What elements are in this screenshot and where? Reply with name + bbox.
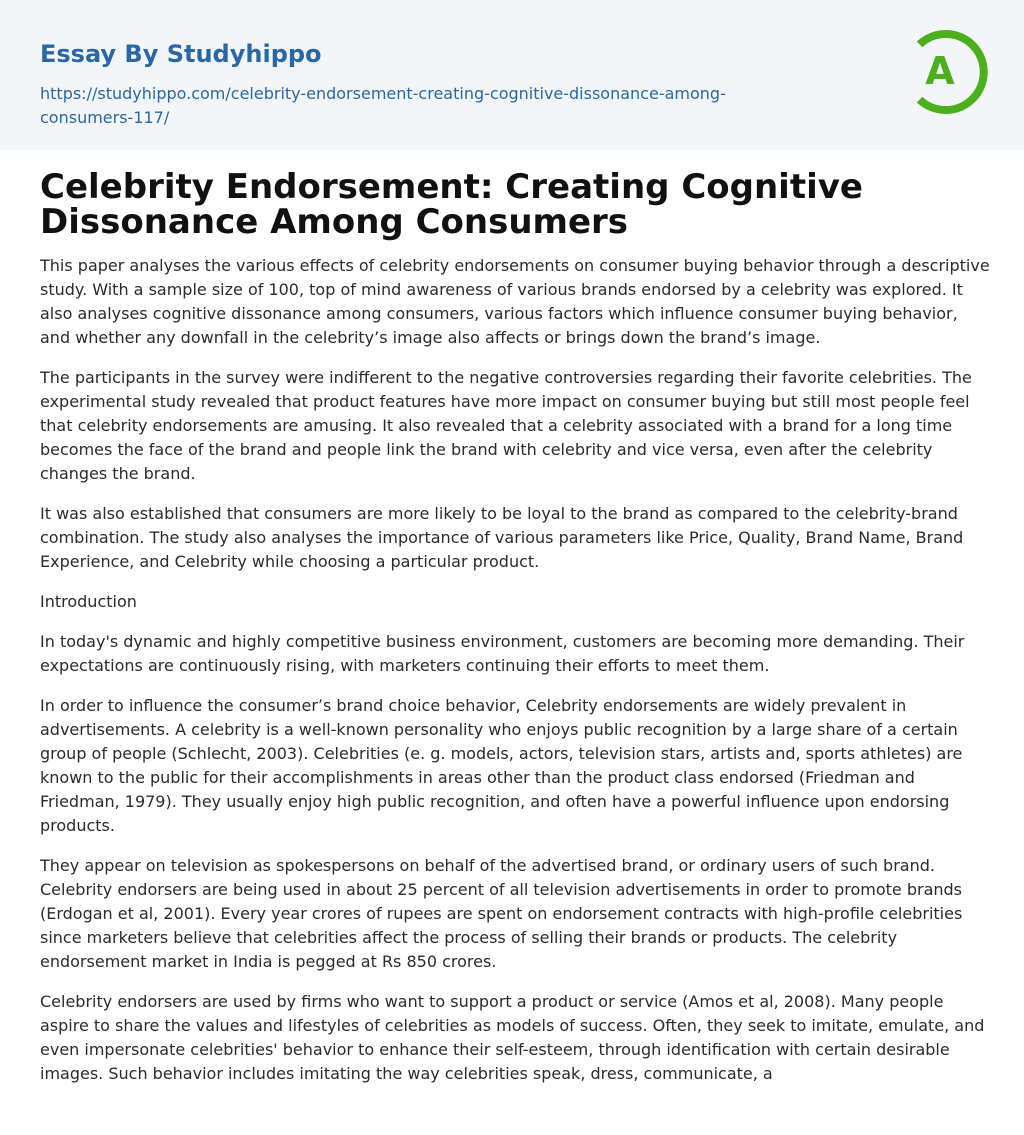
studyhippo-logo-icon[interactable]	[904, 28, 988, 116]
essay-url-line-1: https://studyhippo.com/celebrity-endorsement-creating-cognitive-dissonance-among-	[40, 84, 726, 103]
essay-title: Celebrity Endorsement: Creating Cognitive Dissonance Among Consumers	[40, 167, 863, 242]
paragraph-abstract-1: This paper analyses the various effects of celebrity endorsements on consumer buying behavior through a descriptive study. With a sample size of 100, top of mind awareness of various brands endorsed by a celebrity was explored. It also analyses cognitive dissonance among consumers, various factors which influence consumer buying behavior, and whether any downfall in the celebrity’s image also affects or brings down the brand’s image.	[40, 256, 990, 347]
site-header	[0, 0, 1024, 150]
paragraph-intro-3: They appear on television as spokespersons on behalf of the advertised brand, or ordinary users of such brand. Celebrity endorsers are being used in about 25 percent of all television advertisements in order to promote brands (Erdogan et al, 2001). Every year crores of rupees are spent on endorsement contracts with high-profile celebrities since marketers believe that celebrities affect the process of selling their brands or products. The celebrity endorsement market in India is pegged at Rs 850 crores.	[40, 856, 963, 971]
essay-url-link[interactable]	[40, 82, 800, 130]
site-brand[interactable]: Essay By Studyhippo	[40, 40, 322, 68]
paragraph-intro-1: In today's dynamic and highly competitive business environment, customers are becoming more demanding. Their expectations are continuously rising, with marketers continuing their efforts to meet them.	[40, 632, 965, 675]
logo-letter: A	[925, 49, 955, 93]
section-heading-introduction: Introduction	[40, 592, 137, 611]
essay-content	[40, 167, 990, 1102]
paragraph-abstract-3: It was also established that consumers are more likely to be loyal to the brand as compared to the celebrity-brand combination. The study also analyses the importance of various parameters like Price, Quality, Brand Name, Brand Experience, and Celebrity while choosing a particular product.	[40, 504, 964, 571]
paragraph-abstract-2: The participants in the survey were indifferent to the negative controversies regarding their favorite celebrities. The experimental study revealed that product features have more impact on consumer buying but still most people feel that celebrity endorsements are amusing. It also revealed that a celebrity associated with a brand for a long time becomes the face of the brand and people link the brand with celebrity and vice versa, even after the celebrity changes the brand.	[40, 368, 972, 483]
paragraph-intro-2: In order to influence the consumer’s brand choice behavior, Celebrity endorsements are widely prevalent in advertisements. A celebrity is a well-known personality who enjoys public recognition by a large share of a certain group of people (Schlecht, 2003). Celebrities (e. g. models, actors, television stars, artists and, sports athletes) are known to the public for their accomplishments in areas other than the product class endorsed (Friedman and Friedman, 1979). They usually enjoy high public recognition, and often have a powerful influence upon endorsing products.	[40, 696, 963, 835]
essay-url-line-2: consumers-117/	[40, 108, 170, 127]
paragraph-intro-4: Celebrity endorsers are used by firms who want to support a product or service (Amos et al, 2008). Many people aspire to share the values and lifestyles of celebrities as models of success. Often, they seek to imitate, emulate, and even impersonate celebrities' behavior to enhance their self-esteem, through identification with certain desirable images. Such behavior includes imitating the way celebrities speak, dress, communicate, a	[40, 992, 985, 1083]
